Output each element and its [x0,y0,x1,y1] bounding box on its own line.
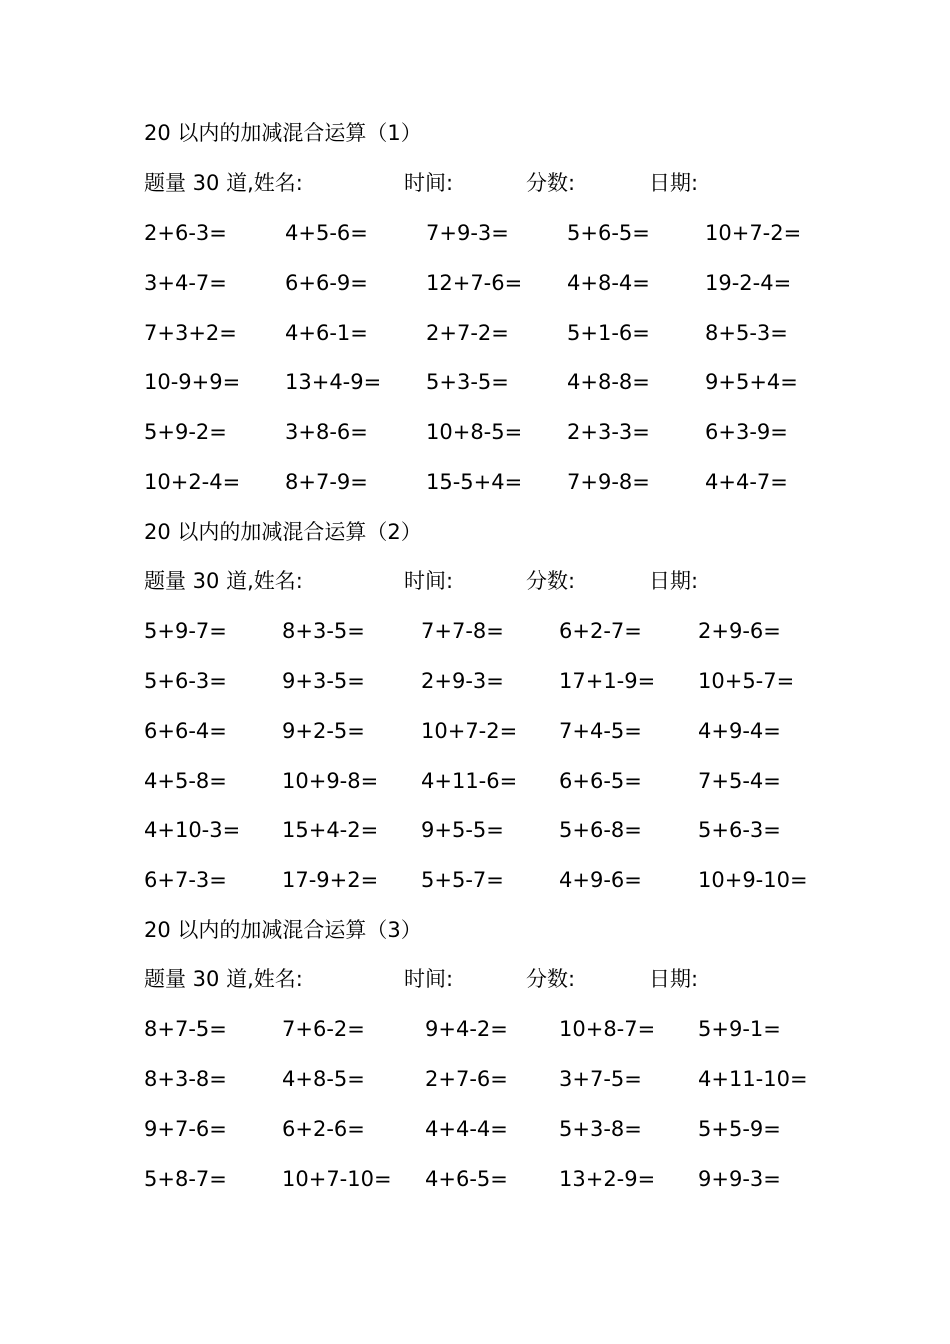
math-problem: 2+9-6= [698,619,781,643]
time-label: 时间: [404,967,454,991]
math-problem: 6+3-9= [705,420,788,444]
math-problem: 4+8-5= [282,1067,365,1091]
math-problem: 9+3-5= [282,669,365,693]
math-problem: 17+1-9= [559,669,656,693]
math-problem: 5+5-9= [698,1117,781,1141]
math-problem: 8+3-8= [144,1067,227,1091]
score-label: 分数: [526,171,576,195]
math-problem: 5+5-7= [421,868,504,892]
math-problem: 19-2-4= [705,271,792,295]
math-problem: 4+4-4= [425,1117,508,1141]
math-problem: 7+4-5= [559,719,642,743]
math-problem: 6+2-6= [282,1117,365,1141]
math-problem: 4+11-10= [698,1067,808,1091]
math-problem: 2+7-2= [426,321,509,345]
problem-row [0,1009,950,1049]
math-problem: 4+5-8= [144,769,227,793]
math-problem: 9+5-5= [421,818,504,842]
section-1-header [0,163,950,203]
section-title: 20 以内的加减混合运算（1） [144,121,422,145]
math-problem: 5+3-5= [426,370,509,394]
math-problem: 5+9-7= [144,619,227,643]
math-problem: 5+3-8= [559,1117,642,1141]
problem-row [0,761,950,801]
math-problem: 2+7-6= [425,1067,508,1091]
math-problem: 5+6-3= [698,818,781,842]
math-problem: 2+9-3= [421,669,504,693]
problem-row [0,313,950,353]
score-label: 分数: [526,967,576,991]
section-3-title [0,910,950,950]
math-problem: 7+5-4= [698,769,781,793]
time-label: 时间: [404,171,454,195]
math-problem: 7+7-8= [421,619,504,643]
math-problem: 5+1-6= [567,321,650,345]
math-problem: 7+9-3= [426,221,509,245]
quantity-name-label: 题量 30 道,姓名: [144,569,303,593]
math-problem: 2+6-3= [144,221,227,245]
math-problem: 17-9+2= [282,868,379,892]
math-problem: 2+3-3= [567,420,650,444]
math-problem: 13+4-9= [285,370,382,394]
math-problem: 8+7-9= [285,470,368,494]
section-title: 20 以内的加减混合运算（2） [144,520,422,544]
math-problem: 4+9-6= [559,868,642,892]
math-problem: 10+7-2= [421,719,518,743]
math-problem: 5+9-2= [144,420,227,444]
math-problem: 9+7-6= [144,1117,227,1141]
math-problem: 9+9-3= [698,1167,781,1191]
math-problem: 15+4-2= [282,818,379,842]
math-problem: 4+6-1= [285,321,368,345]
problem-row [0,412,950,452]
quantity-name-label: 题量 30 道,姓名: [144,967,303,991]
math-problem: 6+6-4= [144,719,227,743]
math-problem: 12+7-6= [426,271,523,295]
math-problem: 5+9-1= [698,1017,781,1041]
problem-row [0,362,950,402]
math-problem: 10+2-4= [144,470,241,494]
math-problem: 4+8-4= [567,271,650,295]
math-problem: 7+6-2= [282,1017,365,1041]
section-title: 20 以内的加减混合运算（3） [144,918,422,942]
problem-row [0,213,950,253]
problem-row [0,1159,950,1199]
math-problem: 5+6-3= [144,669,227,693]
math-problem: 10+9-10= [698,868,808,892]
problem-row [0,1109,950,1149]
math-problem: 5+8-7= [144,1167,227,1191]
math-problem: 4+6-5= [425,1167,508,1191]
problem-row [0,810,950,850]
math-problem: 4+8-8= [567,370,650,394]
math-problem: 6+6-5= [559,769,642,793]
math-problem: 4+4-7= [705,470,788,494]
math-problem: 7+3+2= [144,321,237,345]
section-3-header [0,959,950,999]
section-1-title [0,113,950,153]
math-problem: 9+2-5= [282,719,365,743]
math-problem: 4+10-3= [144,818,241,842]
math-problem: 15-5+4= [426,470,523,494]
date-label: 日期: [649,569,699,593]
math-problem: 6+6-9= [285,271,368,295]
math-problem: 4+11-6= [421,769,518,793]
problem-row [0,263,950,303]
problem-row [0,860,950,900]
quantity-name-label: 题量 30 道,姓名: [144,171,303,195]
time-label: 时间: [404,569,454,593]
math-problem: 13+2-9= [559,1167,656,1191]
math-problem: 3+4-7= [144,271,227,295]
math-problem: 3+7-5= [559,1067,642,1091]
problem-row [0,611,950,651]
date-label: 日期: [649,967,699,991]
math-problem: 4+9-4= [698,719,781,743]
math-problem: 3+8-6= [285,420,368,444]
section-2-title [0,512,950,552]
math-problem: 10+8-7= [559,1017,656,1041]
math-problem: 10+7-10= [282,1167,392,1191]
math-problem: 4+5-6= [285,221,368,245]
problem-row [0,661,950,701]
math-problem: 10+9-8= [282,769,379,793]
math-problem: 8+5-3= [705,321,788,345]
math-problem: 10-9+9= [144,370,241,394]
problem-row [0,711,950,751]
math-problem: 6+7-3= [144,868,227,892]
math-problem: 9+4-2= [425,1017,508,1041]
math-problem: 8+7-5= [144,1017,227,1041]
math-problem: 7+9-8= [567,470,650,494]
math-problem: 5+6-5= [567,221,650,245]
section-2-header [0,561,950,601]
math-problem: 10+8-5= [426,420,523,444]
math-problem: 10+5-7= [698,669,795,693]
problem-row [0,1059,950,1099]
date-label: 日期: [649,171,699,195]
math-problem: 5+6-8= [559,818,642,842]
math-problem: 10+7-2= [705,221,802,245]
math-problem: 8+3-5= [282,619,365,643]
score-label: 分数: [526,569,576,593]
math-problem: 6+2-7= [559,619,642,643]
problem-row [0,462,950,502]
math-problem: 9+5+4= [705,370,798,394]
